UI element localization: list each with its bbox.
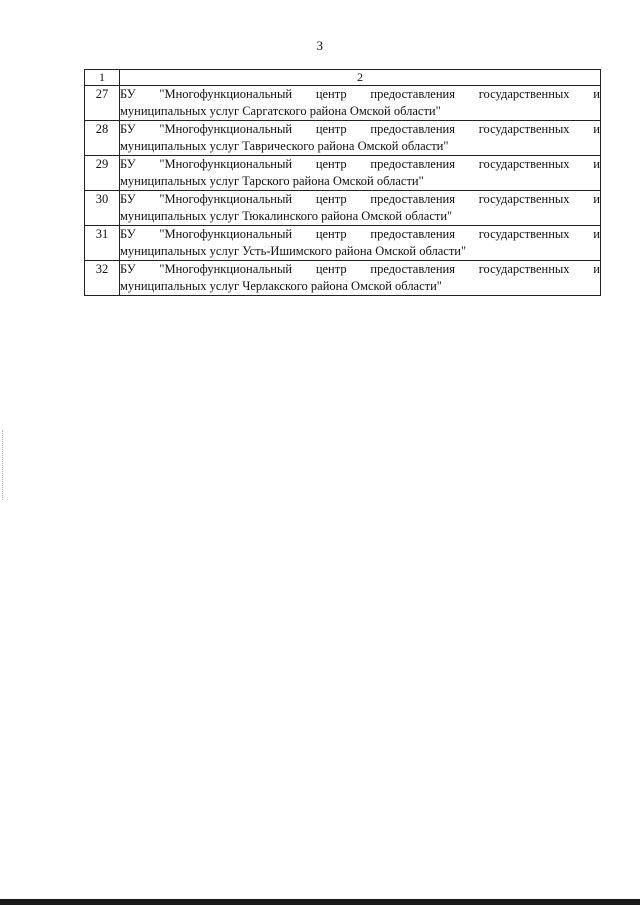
institution-name bbox=[120, 86, 601, 121]
table-row bbox=[85, 121, 601, 156]
institution-name-line1: БУ "Многофункциональный центр предоставления государственных и bbox=[120, 87, 600, 101]
institution-name-line1: БУ "Многофункциональный центр предоставления государственных и bbox=[120, 192, 600, 206]
scan-bottom-edge bbox=[0, 899, 640, 905]
row-number: 30 bbox=[85, 191, 120, 226]
page-number: 3 bbox=[316, 38, 324, 53]
institution-name bbox=[120, 261, 601, 296]
table-row bbox=[85, 226, 601, 261]
table-row bbox=[85, 191, 601, 226]
institution-name bbox=[120, 156, 601, 191]
table-row bbox=[85, 86, 601, 121]
institution-name-line1: БУ "Многофункциональный центр предоставления государственных и bbox=[120, 262, 600, 276]
institution-name bbox=[120, 226, 601, 261]
institution-name-line1: БУ "Многофункциональный центр предоставления государственных и bbox=[120, 227, 600, 241]
institution-name-line1: БУ "Многофункциональный центр предоставления государственных и bbox=[120, 157, 600, 171]
row-number: 32 bbox=[85, 261, 120, 296]
institution-name bbox=[120, 121, 601, 156]
row-number: 29 bbox=[85, 156, 120, 191]
row-number: 27 bbox=[85, 86, 120, 121]
column-header-number: 1 bbox=[85, 70, 120, 86]
column-header-name: 2 bbox=[120, 70, 601, 86]
institution-name-line1: БУ "Многофункциональный центр предоставления государственных и bbox=[120, 122, 600, 136]
row-number: 28 bbox=[85, 121, 120, 156]
table-row bbox=[85, 261, 601, 296]
institution-name-line2: муниципальных услуг Таврического района Омской области" bbox=[120, 139, 449, 153]
institution-name-line2: муниципальных услуг Черлакского района Омской области" bbox=[120, 279, 442, 293]
table-header-row bbox=[85, 70, 601, 86]
institution-name bbox=[120, 191, 601, 226]
institution-name-line2: муниципальных услуг Усть-Ишимского района Омской области" bbox=[120, 244, 467, 258]
institution-name-line2: муниципальных услуг Тюкалинского района Омской области" bbox=[120, 209, 453, 223]
institution-name-line2: муниципальных услуг Тарского района Омской области" bbox=[120, 174, 424, 188]
institutions-table bbox=[84, 69, 601, 296]
row-number: 31 bbox=[85, 226, 120, 261]
scan-edge-mark bbox=[2, 430, 3, 500]
institution-name-line2: муниципальных услуг Саргатского района Омской области" bbox=[120, 104, 441, 118]
table-row bbox=[85, 156, 601, 191]
